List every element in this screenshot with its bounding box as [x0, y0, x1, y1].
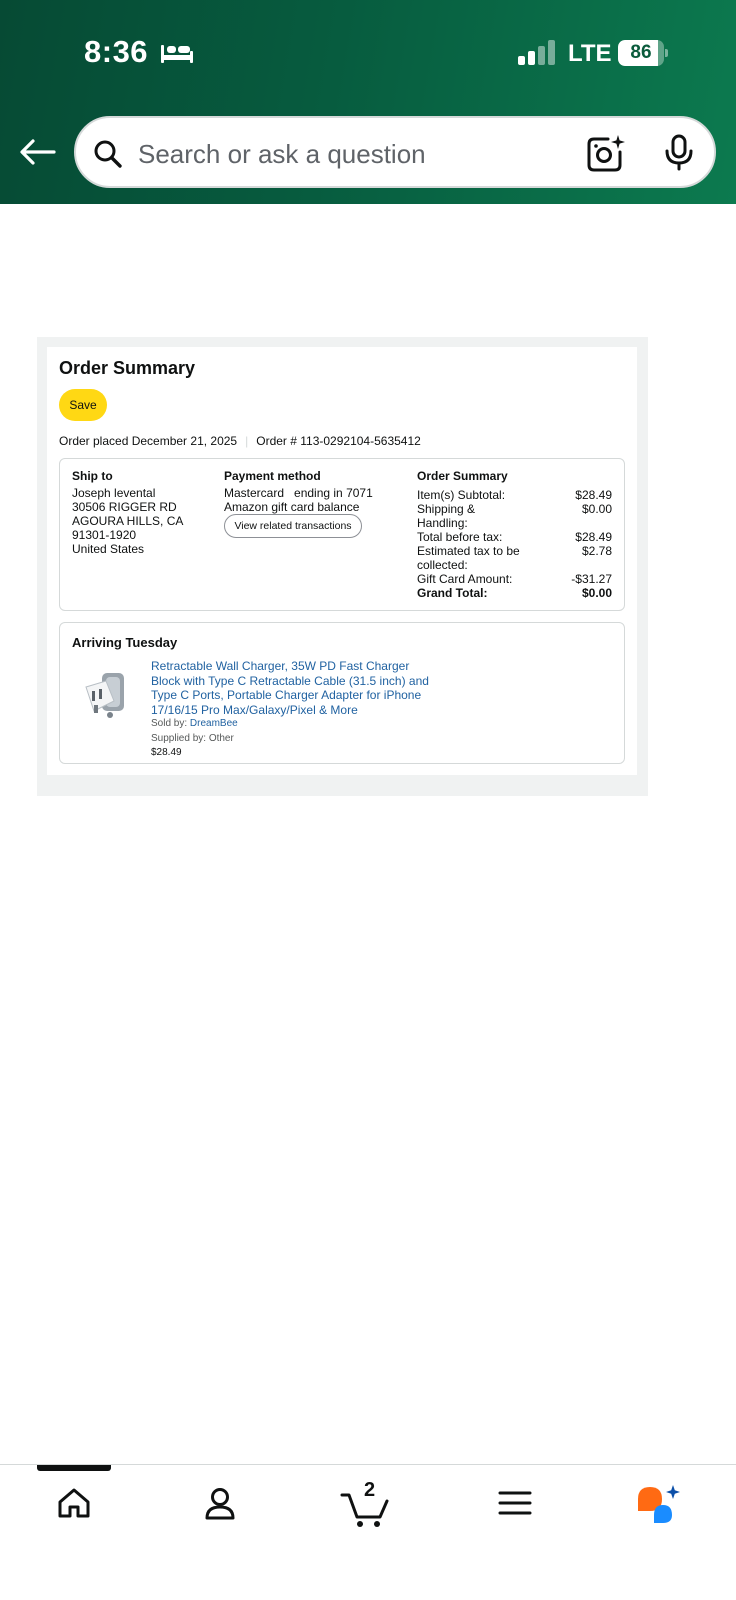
order-meta: Order placed December 21, 2025 | Order # 113-0292104-5635412	[59, 434, 421, 448]
microphone-icon[interactable]	[664, 134, 694, 172]
search-icon	[92, 138, 124, 170]
menu-icon[interactable]	[498, 1485, 532, 1521]
tax-label: Estimated tax to be	[417, 544, 520, 558]
order-summary-panel	[37, 337, 648, 796]
tax-value: $2.78	[581, 544, 612, 558]
grand-total-label: Grand Total:	[417, 586, 488, 600]
account-icon[interactable]	[202, 1485, 238, 1521]
order-summary-title: Order Summary	[417, 469, 508, 483]
shipping-label-cont: Handling:	[417, 516, 468, 530]
page-title: Order Summary	[59, 358, 196, 378]
grand-total-value: $0.00	[581, 586, 612, 600]
sold-by-label: Sold by:	[151, 718, 190, 729]
ship-to-country: United States	[72, 542, 145, 556]
shipping-label: Shipping &	[417, 502, 476, 516]
bottom-navigation	[0, 1464, 736, 1600]
subtotal-value: $28.49	[575, 488, 612, 502]
active-tab-indicator	[37, 1465, 111, 1471]
gift-card-label: Gift Card Amount:	[417, 572, 513, 586]
payment-card: Mastercard ending in 7071	[224, 486, 373, 500]
total-before-tax-label: Total before tax:	[417, 530, 503, 544]
camera-search-icon[interactable]	[586, 134, 626, 172]
supplied-by: Supplied by: Other	[151, 733, 234, 744]
payment-gift-card: Amazon gift card balance	[224, 500, 360, 514]
search-input[interactable]: Search or ask a question	[138, 139, 426, 169]
order-number: Order # 113-0292104-5635412	[256, 434, 421, 448]
payment-method-title: Payment method	[224, 469, 321, 483]
item-price: $28.49	[151, 747, 182, 758]
order-details-box	[59, 458, 625, 611]
product-image[interactable]	[80, 667, 130, 723]
search-bar[interactable]	[74, 116, 716, 188]
app-header	[0, 0, 736, 204]
rufus-ai-icon[interactable]	[636, 1485, 682, 1525]
ship-to-title: Ship to	[72, 469, 113, 483]
status-time: 8:36	[84, 34, 149, 69]
product-title-link[interactable]: Retractable Wall Charger, 35W PD Fast Charger Block with Type C Retractable Cable (31.5 inch) and Type C Ports, Portable Charger Adapter for iPhone 17/16/15 Pro Max/Galaxy/Pixel & More	[151, 659, 429, 717]
home-icon[interactable]	[56, 1485, 92, 1521]
order-summary-card	[47, 347, 637, 775]
ship-to-zip: 91301-1920	[72, 528, 137, 542]
gift-card-value: -$31.27	[571, 572, 612, 586]
arrival-status: Arriving Tuesday	[72, 635, 178, 650]
cellular-signal-icon	[518, 40, 560, 66]
view-related-transactions-button[interactable]: View related transactions	[224, 514, 362, 538]
ship-to-city: AGOURA HILLS, CA	[72, 514, 184, 528]
seller-link[interactable]: DreamBee	[189, 718, 238, 729]
sold-by	[151, 718, 238, 729]
tax-label-cont: collected:	[417, 558, 468, 572]
order-placed-date: Order placed December 21, 2025	[59, 434, 238, 448]
battery-level: 86	[630, 42, 652, 63]
shipping-value: $0.00	[581, 502, 612, 516]
ship-to-name: Joseph levental	[72, 486, 156, 500]
ship-to-street: 30506 RIGGER RD	[72, 500, 177, 514]
shipment-box	[59, 622, 625, 764]
cart-count-badge: 2	[364, 1479, 376, 1501]
battery-icon	[618, 40, 668, 66]
network-type: LTE	[568, 40, 612, 67]
subtotal-label: Item(s) Subtotal:	[417, 488, 506, 502]
save-button[interactable]: Save	[59, 389, 107, 421]
back-arrow-icon[interactable]	[18, 138, 56, 166]
sleep-focus-icon	[160, 42, 194, 64]
total-before-tax-value: $28.49	[575, 530, 612, 544]
